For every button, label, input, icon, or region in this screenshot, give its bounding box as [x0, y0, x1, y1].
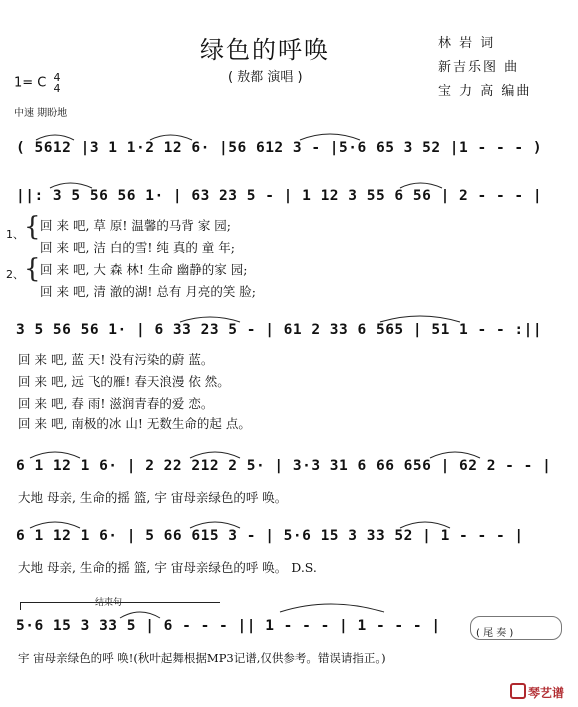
- arranger-credit: 宝 力 高 编曲: [438, 84, 532, 99]
- lyric-line: 回 来 吧, 春 雨! 滋润青春的爱 恋。: [18, 396, 214, 411]
- lyric-line: 回 来 吧, 南极的冰 山! 无数生命的起 点。: [18, 416, 251, 431]
- verse-label-2: 2、: [6, 268, 24, 281]
- ending-bracket-tick: [20, 602, 21, 610]
- time-top: 4: [53, 71, 61, 84]
- notation-line-4: 6 1 12 1 6· | 2 22 212 2 5· | 3·3 31 6 66 656 | 62 2 - - |: [16, 458, 552, 474]
- notation-line-5: 6 1 12 1 6· | 5 66 615 3 - | 5·6 15 3 33 52 | 1 - - - |: [16, 528, 524, 544]
- verse-label-1: 1、: [6, 228, 24, 241]
- time-bottom: 4: [53, 82, 61, 95]
- verse-brace-1: {: [24, 212, 41, 242]
- lyric-line: 回 来 吧, 大 森 林! 生命 幽静的家 园;: [40, 262, 248, 277]
- logo-icon: [510, 683, 526, 699]
- song-title: 绿色的呼唤: [200, 36, 330, 64]
- lyric-line: 大地 母亲, 生命的摇 篮, 宇 宙母亲绿色的呼 唤。 D.S.: [18, 560, 317, 575]
- ending-bracket: [20, 602, 220, 603]
- singer-credit: ( 敖都 演唱 ): [228, 70, 303, 85]
- key-signature: [14, 72, 61, 94]
- lyric-line: 宇 宙母亲绿色的呼 唤!(秋叶起舞根据MP3记谱,仅供参考。错误请指正。): [18, 651, 386, 665]
- coda-label: ( 尾 奏 ): [476, 628, 514, 639]
- notation-line-1: ( 5612 |3 1 1·2 12 6· |56 612 3 - |5·6 65 3 52 |1 - - - ): [16, 140, 543, 156]
- lyric-line: 回 来 吧, 蓝 天! 没有污染的蔚 蓝。: [18, 352, 214, 367]
- lyric-line: 大地 母亲, 生命的摇 篮, 宇 宙母亲绿色的呼 唤。: [18, 490, 288, 505]
- key-label: 1= C: [14, 75, 47, 91]
- slur-arc: [280, 604, 384, 612]
- notation-line-3: 3 5 56 56 1· | 6 33 23 5 - | 61 2 33 6 565 | 51 1 - - :||: [16, 322, 543, 338]
- watermark-text: 琴艺谱: [528, 686, 565, 700]
- composer-credit: 新吉乐图 曲: [438, 60, 520, 75]
- lyric-line: 回 来 吧, 草 原! 温馨的马背 家 园;: [40, 218, 232, 233]
- verse-brace-2: {: [24, 254, 41, 284]
- time-signature: [54, 72, 61, 94]
- lyric-line: 回 来 吧, 远 飞的雁! 春天浪漫 依 然。: [18, 374, 230, 389]
- lyric-line: 回 来 吧, 清 澈的湖! 总有 月亮的笑 脸;: [40, 284, 257, 299]
- watermark-logo: [510, 683, 564, 701]
- ending-label: 结束句: [95, 598, 123, 608]
- lyricist-credit: 林 岩 词: [438, 36, 496, 51]
- notation-line-6: 5·6 15 3 33 5 | 6 - - - || 1 - - - | 1 - - - |: [16, 618, 441, 634]
- notation-line-2: ||: 3 5 56 56 1· | 63 23 5 - | 1 12 3 55 6 56 | 2 - - - |: [16, 188, 543, 204]
- lyric-line: 回 来 吧, 洁 白的雪! 纯 真的 童 年;: [40, 240, 235, 255]
- tempo-marking: 中速 期盼地: [14, 108, 68, 119]
